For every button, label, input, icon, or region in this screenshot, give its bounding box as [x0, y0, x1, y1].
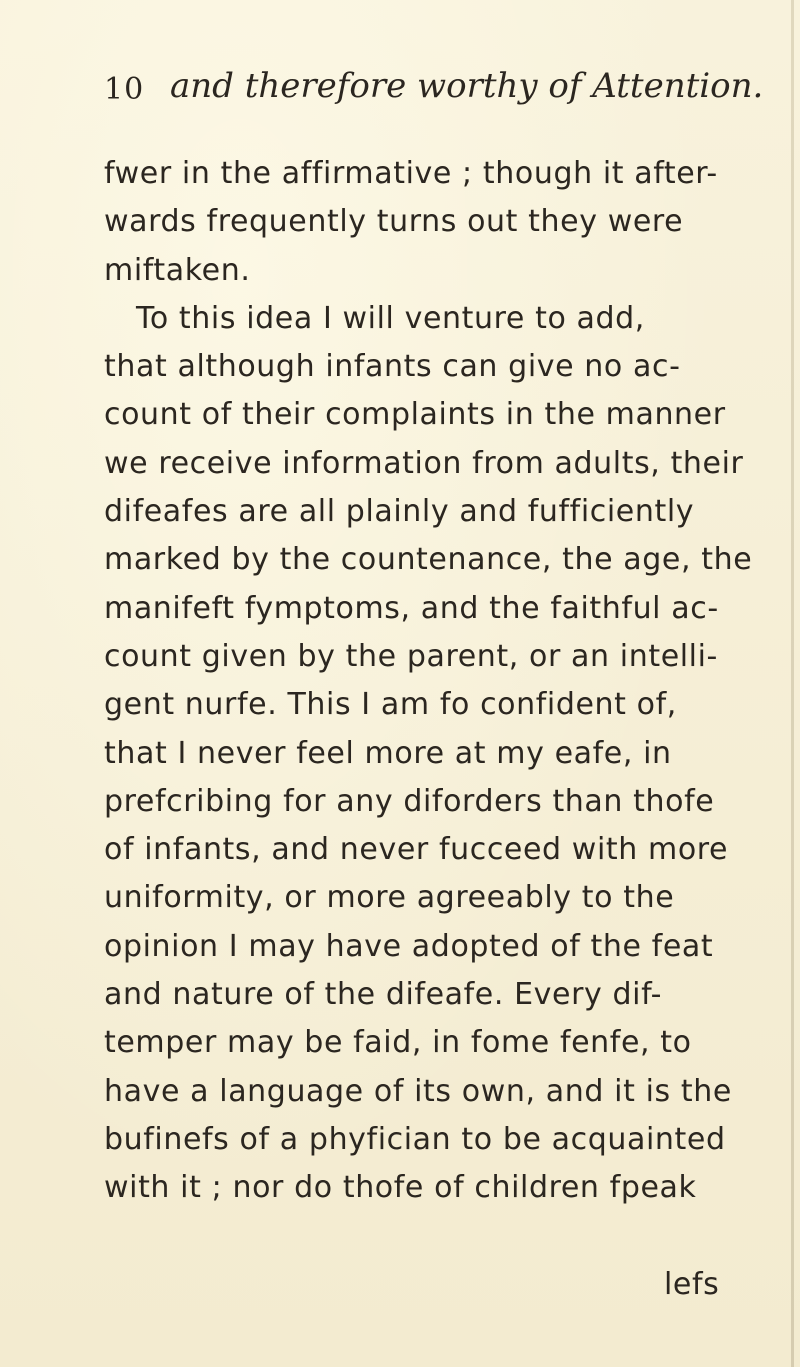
- text-line: that I never feel more at my eafe, in: [104, 735, 672, 771]
- text-line: marked by the countenance, the age, the: [104, 542, 753, 578]
- text-line: To this idea I will venture to add,: [136, 300, 645, 336]
- text-line: temper may be faid, in fome fenfe, to: [104, 1025, 692, 1061]
- page-edge: [791, 0, 794, 1367]
- text-line: manifeft fymptoms, and the faithful ac-: [104, 590, 719, 626]
- text-line: count given by the parent, or an intelli-: [104, 638, 718, 674]
- text-line: we receive information from adults, their: [104, 445, 744, 481]
- text-line: prefcribing for any diforders than thofe: [104, 783, 715, 819]
- text-line: opinion I may have adopted of the feat: [104, 928, 714, 964]
- body-text: [104, 150, 753, 1213]
- text-line: wards frequently turns out they were: [104, 204, 684, 240]
- text-line: that although infants can give no ac-: [104, 349, 681, 385]
- text-line: fwer in the affirmative ; though it after-: [104, 156, 718, 191]
- text-line: uniformity, or more agreeably to the: [104, 880, 675, 916]
- text-line: bufinefs of a phyfician to be acquainted: [104, 1121, 726, 1157]
- catchword: lefs: [664, 1267, 720, 1302]
- text-line: have a language of its own, and it is the: [104, 1073, 732, 1109]
- text-line: and nature of the difeafe. Every dif-: [104, 977, 663, 1013]
- text-line: miftaken.: [104, 252, 251, 288]
- text-line: of infants, and never fucceed with more: [104, 832, 729, 868]
- text-line: with it ; nor do thofe of children fpeak: [104, 1170, 697, 1206]
- running-title: and therefore worthy of Attention.: [170, 66, 764, 106]
- page-number: 10: [104, 72, 145, 107]
- text-line: count of their complaints in the manner: [104, 397, 726, 433]
- text-line: gent nurfe. This I am fo confident of,: [104, 687, 677, 723]
- text-line: difeafes are all plainly and fufficiently: [104, 494, 695, 530]
